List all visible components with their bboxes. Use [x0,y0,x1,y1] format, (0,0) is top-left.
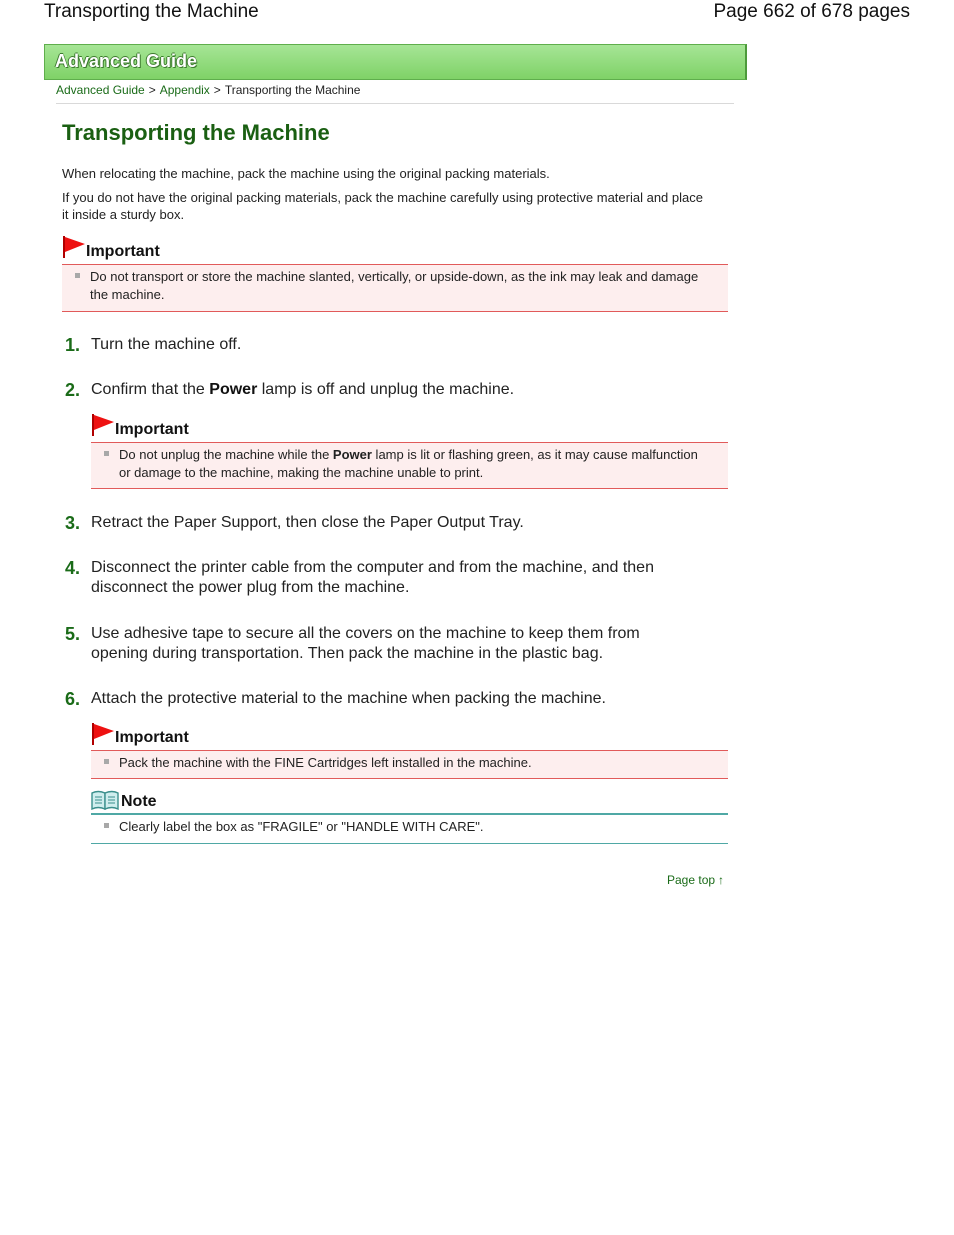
intro-paragraph: When relocating the machine, pack the machine using the original packing materials. [62,166,550,181]
breadcrumb-separator: > [213,83,221,97]
important-text [119,446,708,482]
power-lamp-label: Power [332,447,372,462]
breadcrumb-divider [56,103,734,104]
square-bullet-icon [75,273,80,278]
power-lamp-label: Power [209,381,258,398]
square-bullet-icon [104,823,109,828]
section-banner [44,44,747,80]
important-text: Do not transport or store the machine slanted, vertically, or upside-down, as the ink may leak and damage the machine. [90,269,699,302]
book-icon [91,790,119,810]
breadcrumb-link-appendix[interactable]: Appendix [159,83,210,97]
note-text: Clearly label the box as "FRAGILE" or "HANDLE WITH CARE". [119,819,484,834]
breadcrumb-current: Transporting the Machine [224,83,361,97]
red-flag-icon [91,414,115,436]
print-header-page: Page 662 of 678 pages [713,1,910,22]
important-heading: Important [115,729,189,746]
important-box [91,750,728,779]
step-number: 3. [65,513,81,533]
step-number: 4. [65,558,81,578]
red-flag-icon [91,723,115,745]
important-heading: Important [86,243,160,260]
important-heading: Important [115,421,189,438]
up-arrow-icon: ↑ [718,873,725,887]
square-bullet-icon [104,759,109,764]
red-flag-icon [62,236,86,258]
breadcrumb-link-advanced-guide[interactable]: Advanced Guide [56,83,145,97]
step-text-part: Confirm that the [91,381,210,398]
page-top-link[interactable] [667,873,724,887]
step-number: 6. [65,689,81,709]
important-text-part: lamp is lit or flashing green, as it may cause malfunction or damage to the machine, making the machine unable to print. [119,447,698,480]
step-number: 1. [65,335,81,355]
breadcrumb [56,83,360,97]
step-number: 2. [65,380,81,400]
step-number: 5. [65,624,81,644]
page-title: Transporting the Machine [62,120,330,145]
important-box [91,442,728,489]
banner-label: Advanced Guide [55,51,198,71]
important-text-part: Do not unplug the machine while the [119,447,333,462]
print-header-title: Transporting the Machine [44,1,259,22]
note-heading: Note [121,793,157,810]
step-text: Retract the Paper Support, then close the Paper Output Tray. [91,514,524,531]
step-text: Turn the machine off. [91,336,242,353]
important-text: Pack the machine with the FINE Cartridges left installed in the machine. [119,755,532,770]
square-bullet-icon [104,451,109,456]
breadcrumb-separator: > [148,83,156,97]
intro-paragraph: If you do not have the original packing materials, pack the machine carefully using protective material and place it inside a sturdy box. [62,190,703,222]
step-text [91,380,721,400]
page-top-label: Page top [667,873,716,887]
step-text: Disconnect the printer cable from the computer and from the machine, and then disconnect the power plug from the machine. [91,559,654,596]
step-text-part: lamp is off and unplug the machine. [257,381,515,398]
note-box [91,813,728,844]
step-text: Attach the protective material to the machine when packing the machine. [91,690,606,707]
step-text: Use adhesive tape to secure all the covers on the machine to keep them from opening during transportation. Then pack the machine in the plastic bag. [91,625,640,662]
important-box [62,264,728,312]
